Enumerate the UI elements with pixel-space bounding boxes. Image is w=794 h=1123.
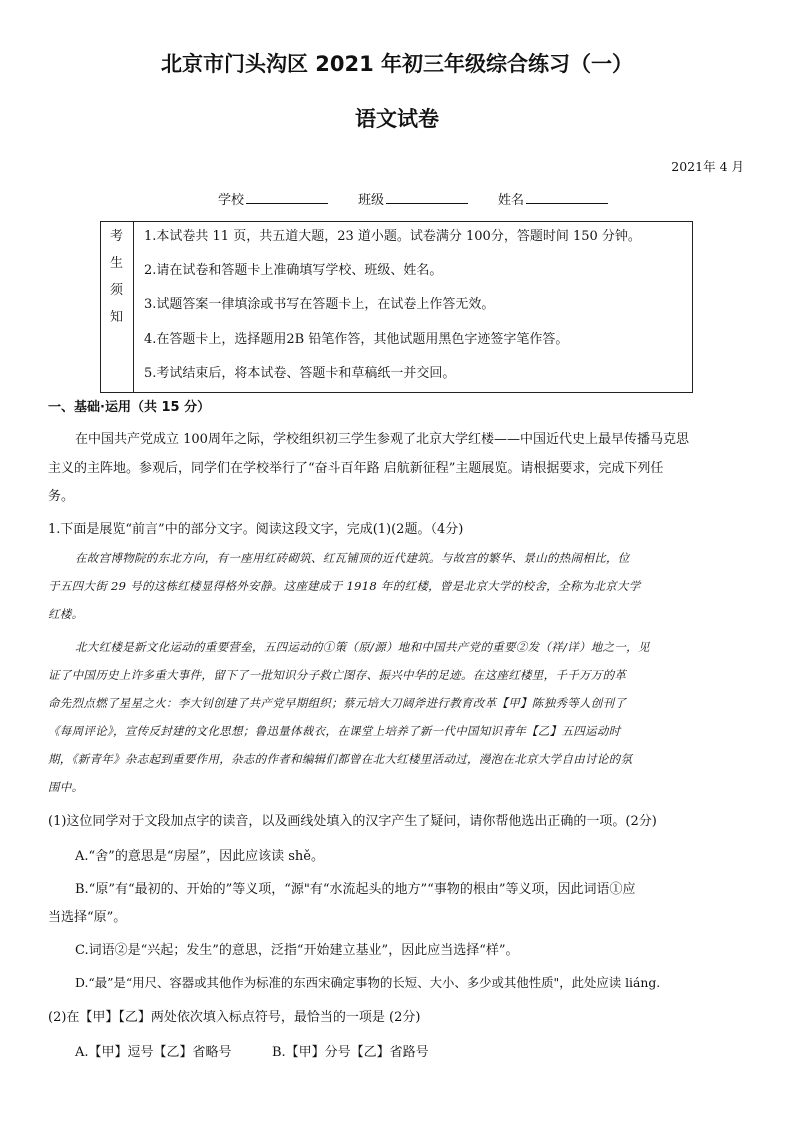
class-blank (386, 190, 468, 204)
passage-line: 围中。 (48, 780, 84, 794)
choice-a: A.【甲】逗号【乙】省略号 (75, 1045, 232, 1060)
option-a: A.“舍”的意思是“房屋”，因此应该读 shě。 (75, 849, 324, 864)
passage-line: 《每周评论》，宣传反封建的文化思想；鲁迅量体裁衣，在课堂上培养了新一代中国知识青年【乙】五四运动时 (48, 724, 621, 738)
passage-line: 证了中国历史上许多重大事件，留下了一批知识分子救亡图存、振兴中华的足迹。在这座红楼里，千千万万的革 (48, 668, 627, 682)
passage-line: 在故宫博物院的东北方向，有一座用红砖砌筑、红瓦铺顶的近代建筑。与故宫的繁华、景山的热闹相比，位 (75, 551, 630, 565)
choice-b: B.【甲】分号【乙】省路号 (272, 1045, 429, 1060)
passage-line: 命先烈点燃了星星之火：李大钊创建了共产党早期组织；蔡元培大刀阔斧进行教育改革【甲】陈独秀等人创刊了 (48, 696, 627, 710)
option-d: D.“最”是“用尺、容器或其他作为标准的东西宋确定事物的长短、大小、多少或其他性质"，此处应读 liáng. (75, 975, 661, 990)
passage-line: 期，《新青年》杂志起到重要作用，杂志的作者和编辑们都曾在北大红楼里活动过，漫泡在北京大学自由讨论的氛 (48, 752, 633, 766)
notice-label-char: 知 (110, 310, 124, 325)
notice-rule: 4.在答题卡上，选择题用2B 铅笔作答，其他试题用黑色字迹签字笔作答。 (144, 332, 569, 347)
option-b-cont: 当选择“原”。 (48, 910, 127, 925)
name-label: 姓名 (498, 193, 525, 208)
section-heading: 一、基础·运用（共 15 分） (48, 400, 211, 415)
notice-label-column (101, 222, 134, 392)
intro-line: 在中国共产党成立 100周年之际，学校组织初三学生参观了北京大学红楼——中国近代史上最早传播马克思 (75, 432, 689, 447)
exam-date: 2021年 4 月 (671, 159, 744, 174)
passage-line: 红楼。 (48, 607, 84, 621)
student-info-fields (218, 189, 610, 208)
intro-line: 主义的主阵地。参观后，同学们在学校举行了“奋斗百年路 启航新征程”主题展览。请根据要求，完成下列任 (48, 461, 664, 476)
notice-rule: 2.请在试卷和答题卡上准确填写学校、班级、姓名。 (144, 263, 443, 278)
exam-title: 北京市门头沟区 2021 年初三年级综合练习（一） (160, 52, 634, 76)
notice-label-char: 须 (110, 283, 124, 298)
passage-line: 于五四大街 29 号的这栋红楼显得格外安静。这座建成于 1918 年的红楼，曾是北京大学的校舍，全称为北京大学 (48, 579, 641, 593)
notice-label-char: 考 (110, 229, 124, 244)
option-b: B.“原”有“最初的、开始的”等义项，“源"有“水流起头的地方”“事物的根由”等义项，因此词语①应 (75, 882, 636, 897)
notice-label-char: 生 (110, 256, 124, 271)
question-1: 1.下面是展览“前言”中的部分文字。阅读这段文字，完成(1)(2题。（4分) (48, 522, 464, 537)
passage-line: 北大红楼是新文化运动的重要营垒，五四运动的①策（原/源）地和中国共产党的重要②发（祥/详）地之一，见 (75, 640, 650, 654)
exam-subtitle: 语文试卷 (355, 107, 439, 131)
school-label: 学校 (218, 193, 245, 208)
option-c: C.词语②是“兴起；发生”的意思，泛指“开始建立基业”，因此应当选择“样”。 (75, 943, 519, 958)
sub-question-2: (2)在【甲】【乙】两处依次填入标点符号，最恰当的一项是 (2分) (48, 1010, 421, 1025)
class-label: 班级 (358, 193, 385, 208)
sub-question-1: (1)这位同学对于文段加点字的读音，以及画线处填入的汉字产生了疑问，请你帮他选出正确的一项。(2分) (48, 814, 657, 829)
name-blank (526, 190, 608, 204)
notice-rule: 1.本试卷共 11 页，共五道大题，23 道小题。试卷满分 100分，答题时间 150 分钟。 (144, 229, 641, 244)
notice-rule: 5.考试结束后，将本试卷、答题卡和草稿纸一并交回。 (144, 366, 456, 381)
intro-line: 务。 (48, 489, 75, 504)
exam-notice-box (100, 221, 693, 393)
school-blank (246, 190, 328, 204)
notice-rule: 3.试题答案一律填涂或书写在答题卡上，在试卷上作答无效。 (144, 297, 495, 312)
